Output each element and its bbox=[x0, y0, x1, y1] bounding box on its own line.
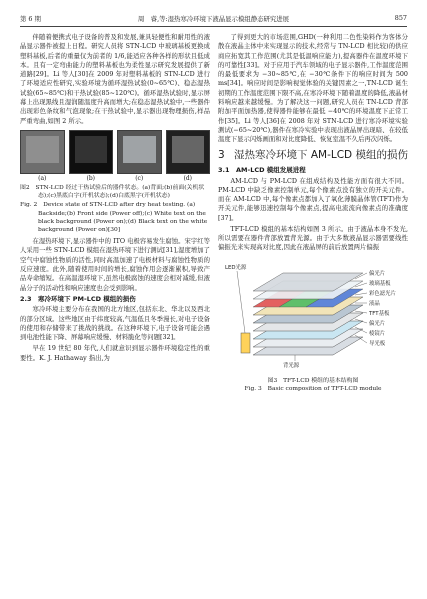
figure-2-caption-cn: 图2 STN-LCD 经过干热试验后的器件状态。(a)背面;(b)前面(关机状态);(c)黑底白字(开机状态);(d)白底黑字(开机状态) bbox=[20, 184, 205, 200]
photo-backside bbox=[20, 130, 65, 174]
section-title: 湿热寒冷环境下 AM-LCD 模组的损伤 bbox=[234, 148, 408, 161]
figure-2-panel-labels bbox=[20, 174, 210, 183]
panel-label-d: (d) bbox=[183, 174, 193, 182]
label-tft-glass: TFT基板 bbox=[369, 310, 390, 317]
label-liquid-crystal: 液晶 bbox=[369, 300, 380, 307]
issue-label: 第 6 期 bbox=[20, 15, 41, 23]
label-backlight: 背光源 bbox=[283, 362, 300, 369]
figure-3 bbox=[218, 259, 408, 394]
paragraph: 了得到更大的市场范围,GHD(一种利用二色性染料作为客体分散在液晶主体中来实现显示的技术,经常与 TN-LCD 相比较)的供应商应拓宽其工作范围(尤其是低温响应能力),提高器件在温度环境下的可靠性[33]。对于应用于汽车领域的电子显示器件,工作温度范围的最低要求为 −30~85℃,在 −30℃条件下的响应时间为 500 ms[34]。响应时间是影响视觉体验的关键因素之一,TN-LCD 诞生初期的工作温度范围下限不高,在寒冷环境下随着温度的降低,液晶材料响应越来越缓慢。为了解决这一问题,研究人员在 TN-LCD 背部附加平面加热器,使得器件能够在最低 −40℃的环境温度下正常工作[35]。Li 等人[36]在 2008 年对 STN-LCD 进行寒冷环境实验测试(−65~20℃),器件在寒冷实验中表现出液晶屏出现暗、在较低温度下显示闪烁画面和对比度降低、恢复室温不久后再次闪烁。 bbox=[218, 34, 408, 144]
section-3-heading bbox=[218, 148, 408, 162]
photo-black-on-white bbox=[166, 130, 211, 174]
label-polarizer-top: 偏光片 bbox=[369, 270, 386, 277]
label-color-filter: 彩色滤光片 bbox=[369, 290, 396, 297]
label-prism: 棱镜片 bbox=[369, 330, 386, 337]
right-column bbox=[218, 33, 408, 394]
header-title: 周 睿,等:湿热寒冷环境下液晶显示模组静态研究进展 bbox=[137, 15, 290, 23]
photo-white-on-black bbox=[117, 130, 162, 174]
paragraph: AM-LCD 与 PM-LCD 在组成结构及性能方面有很大不同。PM-LCD 中缺乏像素控制单元,每个像素点没有独立的开关元件。而在 AM-LCD 中,每个像素点都加入了氧化薄膜晶体管(TFT)作为开关元件,能够迅速控制每个像素点,提高电流流向像素点的准确度[37]。 bbox=[218, 177, 408, 222]
paragraph: 伴随着便携式电子设备的普及和发展,兼具轻便性和耐用性的液晶显示器件被提上日程。研究人员将 STN-LCD 中玻璃基板更换成塑料基板,后者的重量仅为前者的 1/6,能适应各种各样的形状且低成本。且有一定弯曲能力的塑料基板也为柔性显示研究发展提供了新道路[29]。Li 等人[30]在 2009 年对塑料基板的 STN-LCD 进行了环境适应性研究,实验环境为循环湿热试验(0~65℃)、稳态湿热试验(65~85℃)和干热试验(85~120℃)。循环湿热试验时,显示屏幕上出现黑线且湿润随温度升高而增大;在稳态湿热试验中,一些器件出现彩色条纹和气泡现象;在干热试验中,显示器出现物理损伤,样品严重弯曲,如图 2 所示。 bbox=[20, 34, 210, 125]
photo-front-off bbox=[69, 130, 114, 174]
left-column bbox=[20, 33, 210, 364]
label-polarizer-bottom: 偏光片 bbox=[369, 320, 386, 327]
layer-stack bbox=[241, 273, 363, 355]
running-header bbox=[20, 14, 407, 26]
figure-3-caption-en: Fig. 3 Basic composition of TFT-LCD module bbox=[244, 386, 382, 393]
label-light-guide: 导光板 bbox=[369, 340, 386, 347]
section-number: 3 bbox=[218, 148, 225, 161]
figure-3-caption-cn: 图3 TFT-LCD 模组的基本结构图 bbox=[267, 377, 359, 384]
figure-2 bbox=[20, 130, 210, 234]
paragraph: 早在 19 世纪 80 年代,人们就意识到显示器件环境稳定性的重要性。K. J. Hathaway 指出,为 bbox=[20, 345, 210, 362]
figure-2-photos bbox=[20, 130, 210, 174]
label-glass-top: 玻璃基板 bbox=[369, 280, 391, 287]
panel-label-c: (c) bbox=[135, 174, 144, 182]
figure-2-caption-en: Fig. 2 Device state of STN-LCD after dry heat testing. (a) Backside;(b) Front side (Power off);(c) White text on the black background (Power on);(d) Black text on the white background (Power on)[30] bbox=[20, 202, 208, 233]
tft-lcd-structure-diagram bbox=[223, 259, 403, 377]
subsection-heading: 3.1 AM-LCD 模组发展进程 bbox=[218, 165, 306, 174]
label-led: LED光源 bbox=[225, 264, 247, 271]
section-heading: 2.3 寒冷环境下 PM-LCD 模组的损伤 bbox=[20, 294, 136, 303]
paragraph: 寒冷环境主要分布在我国的北方地区,包括东北、华北以及西北的部分区域。这些地区由于纬度较高,气温低且冬季漫长,对电子设备的使用和存储带来了挑战的挑战。在这种环境下,电子设备可能会遇到电池性能下降、屏幕响应缓慢、材料脆化等问题[32]。 bbox=[20, 306, 210, 342]
led-light-icon bbox=[241, 333, 250, 353]
panel-label-b: (b) bbox=[86, 174, 96, 182]
page-number: 857 bbox=[394, 14, 407, 22]
paragraph: TFT-LCD 模组的基本结构如图 3 所示。由于液晶本身不发光,所以需要在器件背部放置背光源。由于大多数液晶显示器需要线性偏振光来实现高对比度,因此在液晶屏的前后放置两片偏振 bbox=[218, 225, 408, 252]
header-rule bbox=[20, 26, 407, 27]
panel-label-a: (a) bbox=[38, 174, 47, 182]
paragraph: 在湿热环境下,显示器件中的 ITO 电极容易发生腐蚀。宋宇红等人采用一些 STN-LCD 模组在湿热环境下进行测试[31],湿度增加了空气中腐蚀性物质的活性,同时高温加速了电极材料与腐蚀性物质的反应速度。此外,随着使用时间的增长,腐蚀作用会逐渐累积,导致产品寿命缩短。在高温湿环境下,虽然电极腐蚀的速度会相对减缓,但液晶分子的活动性和响应速度也会受到影响。 bbox=[20, 238, 210, 292]
